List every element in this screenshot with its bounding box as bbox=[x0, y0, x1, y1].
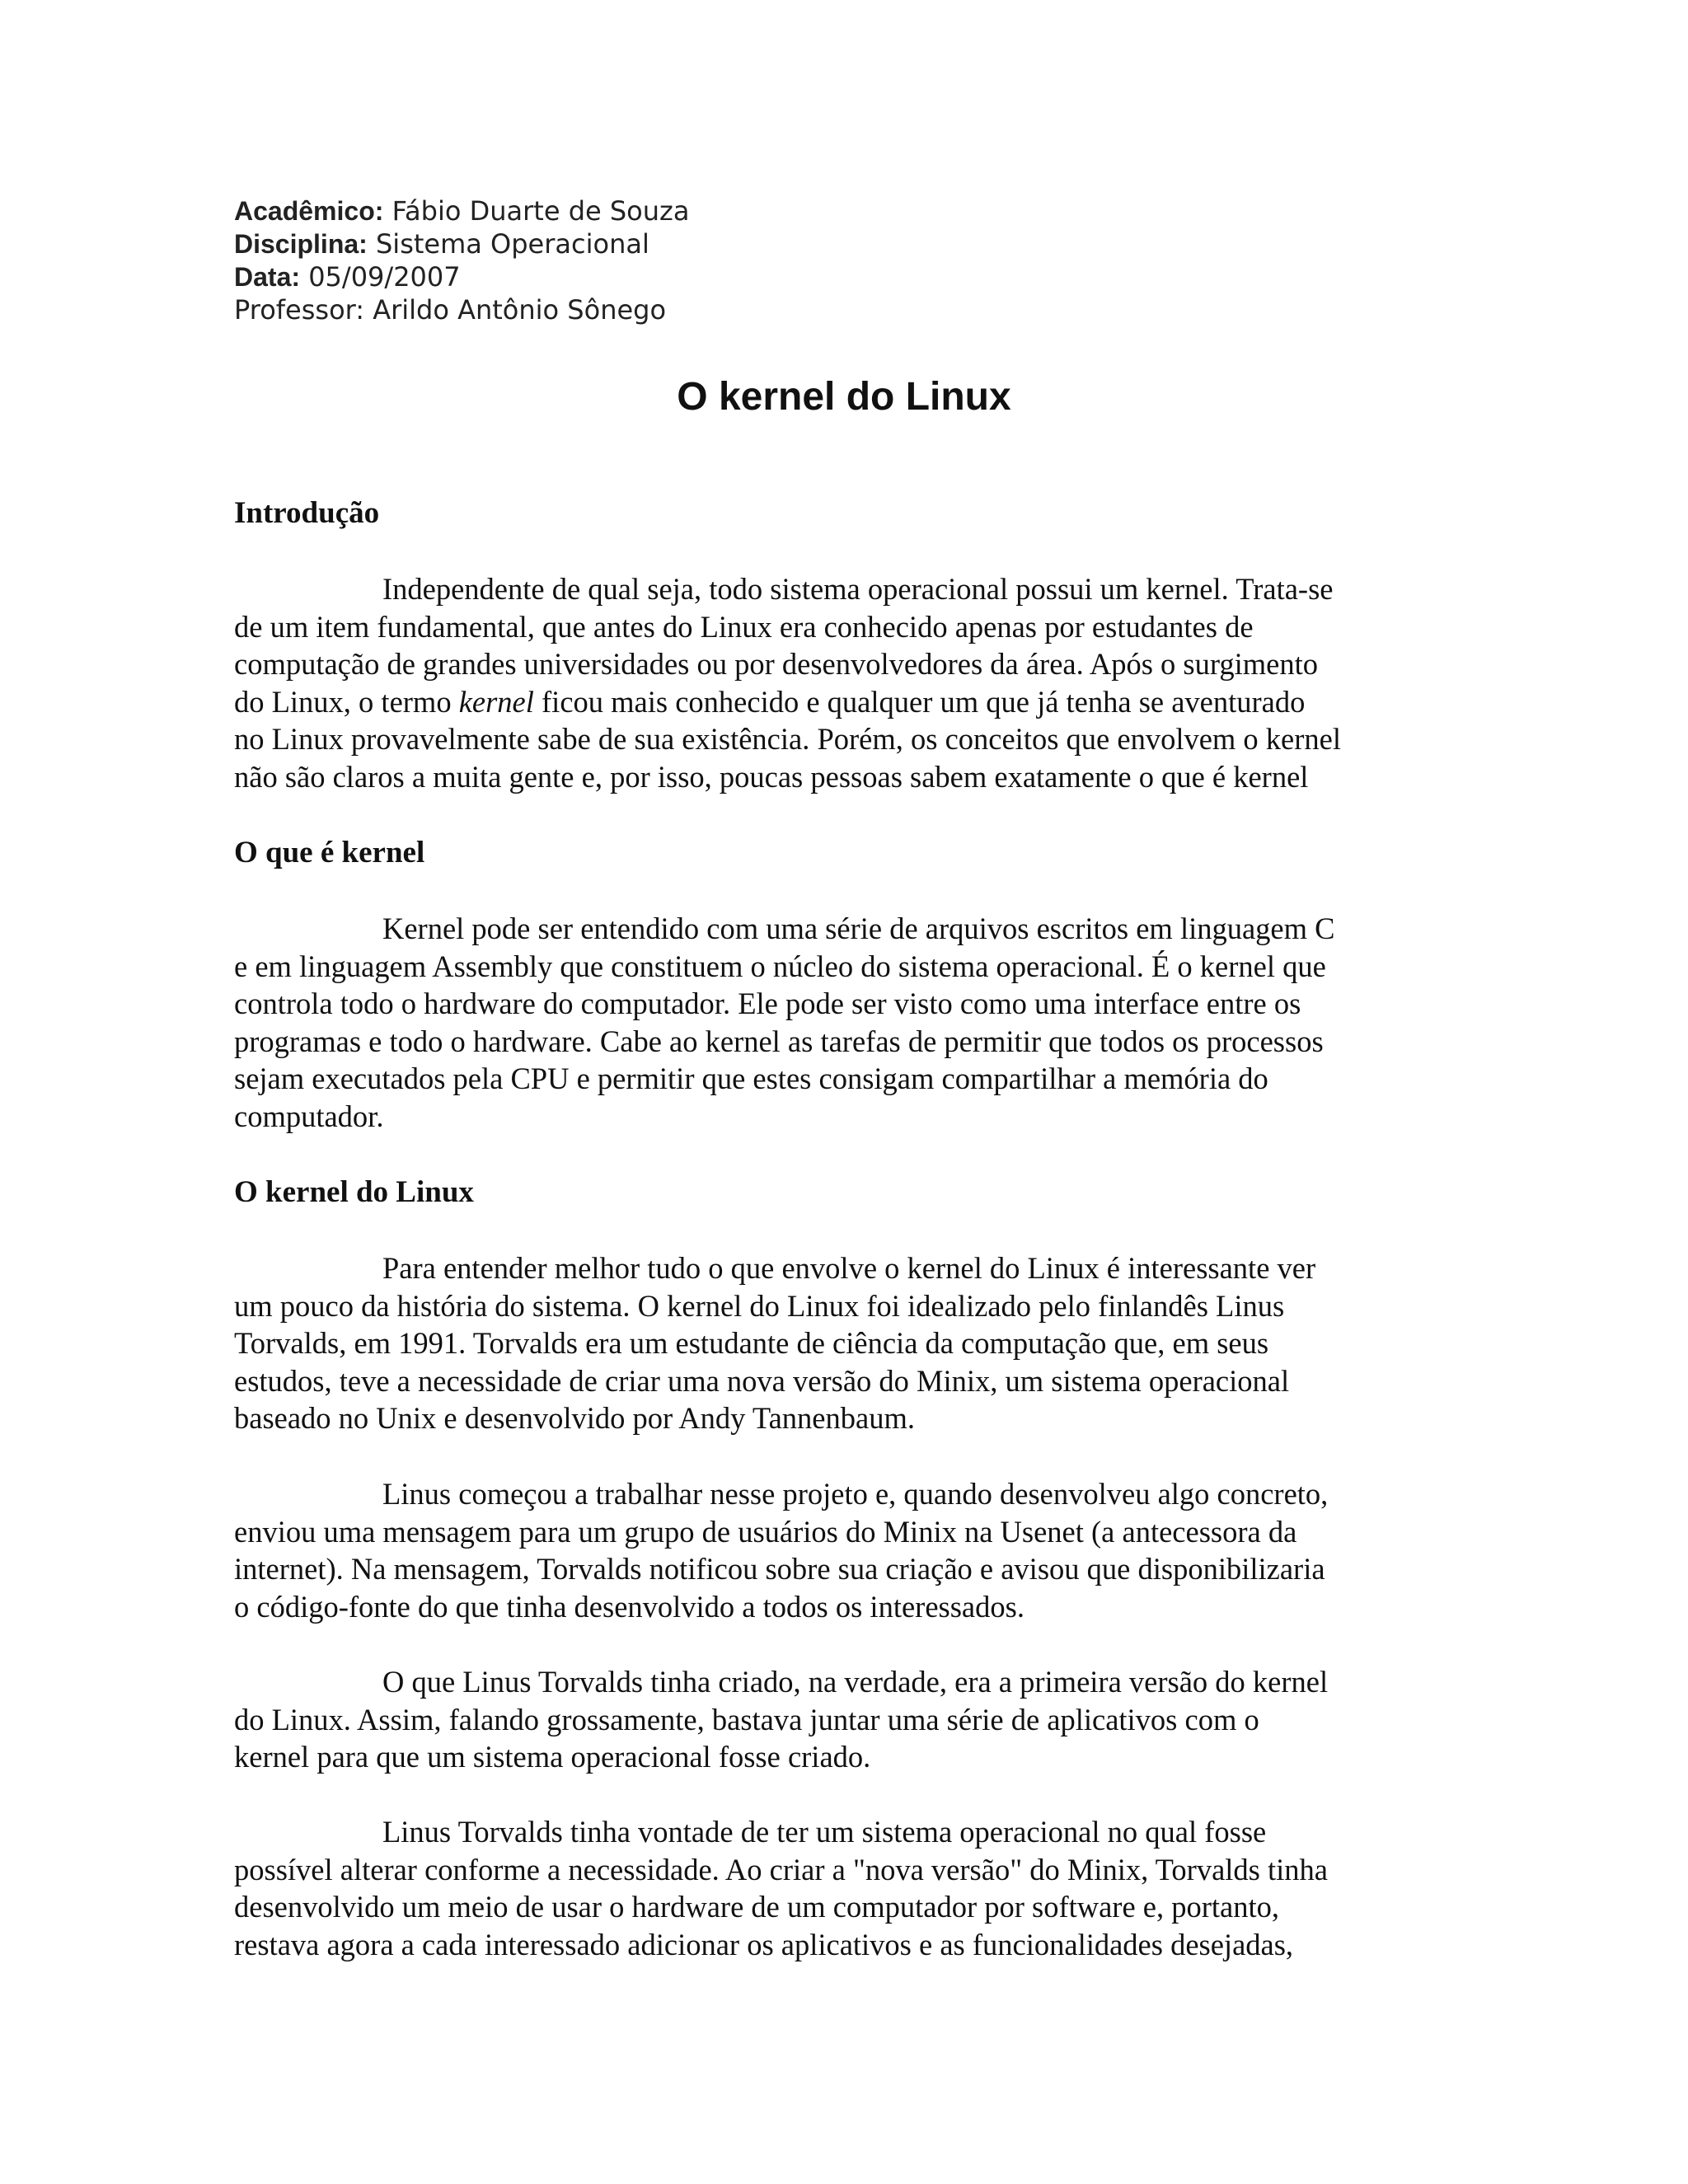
paragraph-emphasis: kernel bbox=[458, 684, 534, 719]
data-line bbox=[234, 260, 689, 293]
paragraph-text: Independente de qual seja, todo sistema operacional possui um kernel. Trata-se de um item fundamental, que antes do Linux era conhecido apenas por estudantes de computação de grandes universidades ou por desenvolvedores da área. Após o surgimento do Linux, o termo bbox=[234, 572, 1334, 719]
paragraph: Linus começou a trabalhar nesse projeto e, quando desenvolveu algo concreto, enviou uma mensagem para um grupo de usuários do Minix na Usenet (a antecessora da internet). Na mensagem, Torvalds notificou sobre sua criação e avisou que disponibilizaria o código-fonte do que tinha desenvolvido a todos os interessados. bbox=[234, 1477, 1329, 1624]
section-heading: O kernel do Linux bbox=[234, 1175, 474, 1209]
paragraph-text: ficou mais conhecido e qualquer um que já tenha se aventurado no Linux provavelmente sabe de sua existência. Porém, os conceitos que envolvem o kernel não são claros a muita gente e, por isso, poucas pessoas sabem exatamente o que é kernel bbox=[234, 684, 1341, 794]
disciplina-value: Sistema Operacional bbox=[375, 228, 649, 260]
section-o-que-e-kernel bbox=[234, 834, 1454, 872]
academico-value: Fábio Duarte de Souza bbox=[392, 195, 690, 227]
paragraph: Para entender melhor tudo o que envolve o kernel do Linux é interessante ver um pouco da história do sistema. O kernel do Linux foi idealizado pelo finlandês Linus Torvalds, em 1991. Torvalds era um estudante de ciência da computação que, em seus estudos, teve a necessidade de criar uma nova versão do Minix, um sistema operacional baseado no Unix e desenvolvido por Andy Tannenbaum. bbox=[234, 1251, 1316, 1436]
data-value: 05/09/2007 bbox=[308, 261, 461, 293]
paragraph: Kernel pode ser entendido com uma série de arquivos escritos em linguagem C e em linguagem Assembly que constituem o núcleo do sistema operacional. É o kernel que controla todo o hardware do computador. Ele pode ser visto como uma interface entre os programas e todo o hardware. Cabe ao kernel as tarefas de permitir que todos os processos sejam executados pela CPU e permitir que estes consigam compartilhar a memória do computador. bbox=[234, 912, 1335, 1133]
data-label: Data: bbox=[234, 262, 301, 292]
section-heading: O que é kernel bbox=[234, 836, 425, 869]
section-kernel-do-linux-p2 bbox=[234, 1475, 1454, 1625]
paragraph: Linus Torvalds tinha vontade de ter um sistema operacional no qual fosse possível alterar conforme a necessidade. Ao criar a "nova versão" do Minix, Torvalds tinha desenvolvido um meio de usar o hardware de um computador por software e, portanto, restava agora a cada interessado adicionar os aplicativos e as funcionalidades desejadas, bbox=[234, 1815, 1328, 1961]
section-kernel-do-linux-p3 bbox=[234, 1663, 1454, 1776]
academico-line bbox=[234, 194, 689, 227]
document-header bbox=[234, 194, 689, 326]
section-kernel-do-linux-p1 bbox=[234, 1249, 1454, 1437]
disciplina-label: Disciplina: bbox=[234, 229, 368, 259]
paragraph bbox=[234, 570, 1454, 796]
section-kernel-do-linux bbox=[234, 1174, 1454, 1212]
section-kernel-do-linux-p4 bbox=[234, 1813, 1454, 1963]
section-o-que-e-kernel-body bbox=[234, 910, 1454, 1136]
paragraph: O que Linus Torvalds tinha criado, na verdade, era a primeira versão do kernel do Linux. Assim, falando grossamente, bastava juntar uma série de aplicativos com o kernel para que um sistema operacional fosse criado. bbox=[234, 1665, 1329, 1774]
professor-line: Professor: Arildo Antônio Sônego bbox=[234, 294, 667, 326]
document-title: O kernel do Linux bbox=[677, 375, 1011, 419]
disciplina-line bbox=[234, 227, 689, 260]
section-heading: Introdução bbox=[234, 496, 380, 530]
section-introducao-body bbox=[234, 570, 1454, 796]
academico-label: Acadêmico: bbox=[234, 196, 384, 226]
section-introducao bbox=[234, 494, 1454, 532]
